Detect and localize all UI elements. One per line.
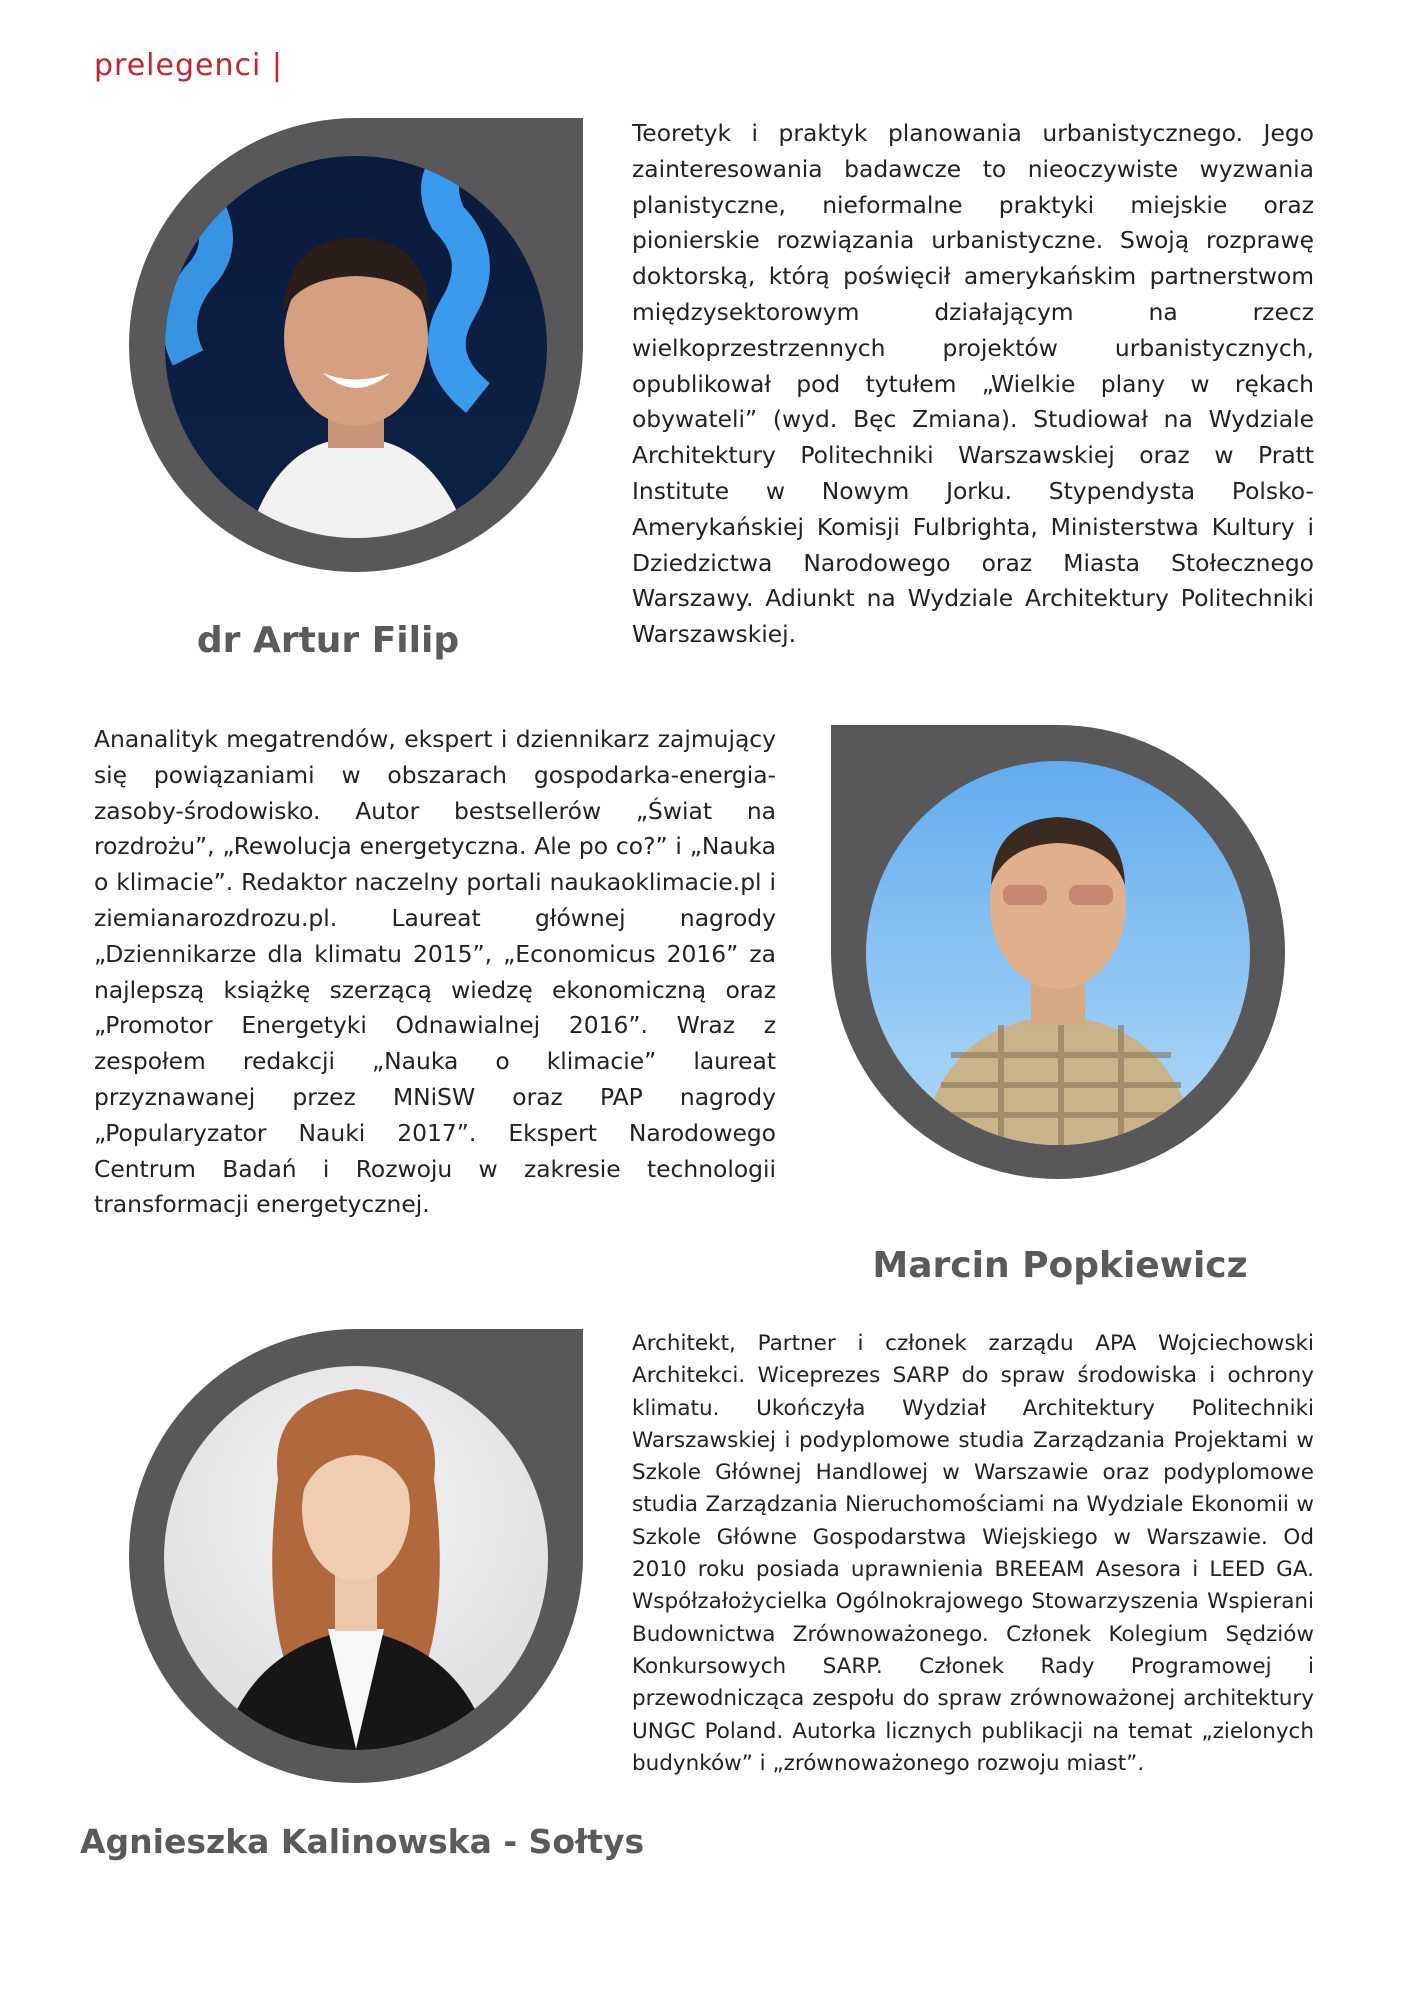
page-title: prelegenci | <box>94 48 283 83</box>
speaker-2-bio: Ananalityk megatrendów, ekspert i dziennikarz zajmujący się powiązaniami w obszarach gospodarka-energia-zasoby-środowisko. Autor bestsellerów „Świat na rozdrożu”, „Rewolucja energetyczna. Ale po co?” i „Nauka o klimacie”. Redaktor naczelny portali naukaoklimacie.pl i ziemianarozdrozu.pl. Laureat głównej nagrody „Dziennikarze dla klimatu 2015”, „Economicus 2016” za najlepszą książkę szerzącą wiedzę ekonomiczną oraz „Promotor Energetyki Odnawialnej 2016”. Wraz z zespołem redakcji „Nauka o klimacie” laureat przyznawanej przez MNiSW oraz PAP nagrody „Popularyzator Nauki 2017”. Ekspert Narodowego Centrum Badań i Rozwoju w zakresie technologii transformacji energetycznej. <box>94 725 776 1219</box>
speaker-1-name: dr Artur Filip <box>196 620 460 661</box>
speaker-3-bio: Architekt, Partner i członek zarządu APA Wojciechowski Architekci. Wiceprezes SARP do spraw środowiska i ochrony klimatu. Ukończyła Wydział Architektury Politechniki Warszawskiej i podyplomowe studia Zarządzania Projektami w Szkole Głównej Handlowej w Warszawie oraz podyplomowe studia Zarządzania Nieruchomościami na Wydziale Ekonomii w Szkole Główne Gospodarstwa Wiejskiego w Warszawie. Od 2010 roku posiada uprawnienia BREEAM Asesora i LEED GA. Współzałożycielka Ogólnokrajowego Stowarzyszenia Wspierani Budownictwa Zrównoważonego. Członek Kolegium Sędziów Konkursowych SARP. Członek Rady Programowej i przewodnicząca zespołu do spraw zrównoważonej architektury UNGC Poland. Autorka licznych publikacji na temat „zielonych budynków” i „zrównoważonego rozwoju miast”. <box>632 1331 1314 1776</box>
speaker-2-name: Marcin Popkiewicz <box>872 1245 1248 1286</box>
speaker-3-photo-frame <box>128 1329 583 1784</box>
speaker-2-photo-frame <box>831 725 1286 1180</box>
speaker-1-photo-frame <box>128 118 583 573</box>
speaker-1-bio: Teoretyk i praktyk planowania urbanistycznego. Jego zainteresowania badawcze to nieoczywiste wyzwania planistyczne, nieformalne praktyki miejskie oraz pionierskie rozwiązania urbanistyczne. Swoją rozprawę doktorską, którą poświęcił amerykańskim partnerstwom międzysektorowym działającym na rzecz wielkoprzestrzennych projektów urbanistycznych, opublikował pod tytułem „Wielkie plany w rękach obywateli” (wyd. Bęc Zmiana). Studiował na Wydziale Architektury Politechniki Warszawskiej oraz w Pratt Institute w Nowym Jorku. Stypendysta Polsko-Amerykańskiej Komisji Fulbrighta, Ministerstwa Kultury i Dziedzictwa Narodowego oraz Miasta Stołecznego Warszawy. Adiunkt na Wydziale Architektury Politechniki Warszawskiej. <box>632 119 1314 649</box>
speaker-3-name: Agnieszka Kalinowska - Sołtys <box>80 1822 645 1861</box>
